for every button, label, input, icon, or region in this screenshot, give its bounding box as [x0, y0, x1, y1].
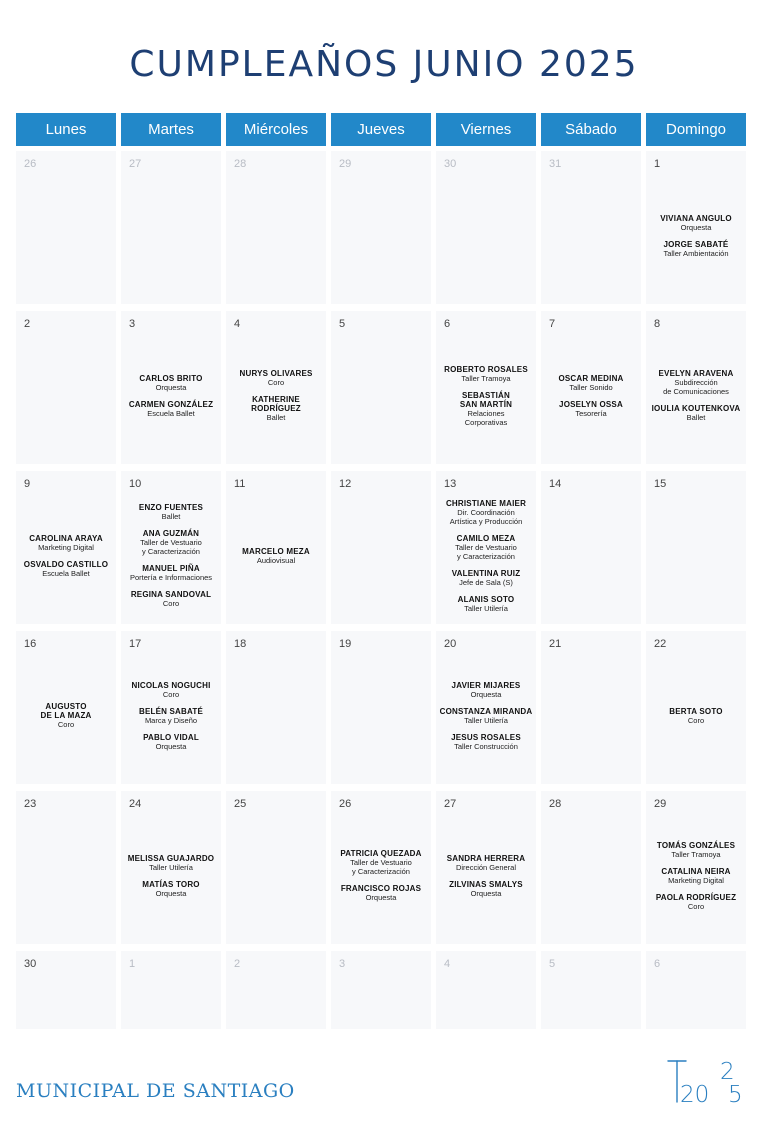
day-cell	[331, 631, 431, 784]
person-department: Ballet	[686, 413, 706, 422]
day-number: 15	[654, 478, 667, 490]
day-number: 14	[549, 478, 562, 490]
person-department: Orquesta	[680, 222, 712, 232]
day-number: 17	[129, 638, 142, 650]
svg-text:2: 2	[720, 1059, 735, 1085]
day-number: 8	[654, 318, 661, 330]
day-number: 7	[549, 318, 556, 330]
person-name: AUGUSTO DE LA MAZA	[40, 702, 92, 720]
person-department: Portería e Informaciones	[129, 573, 213, 582]
person-name: JOSELYN OSSA	[559, 399, 623, 409]
day-cell	[646, 311, 746, 464]
person-name: ROBERTO ROSALES	[444, 364, 528, 374]
person-name: SANDRA HERRERA	[446, 853, 526, 863]
person-name: EVELYN ARAVENA	[658, 369, 734, 378]
person-department: Taller Sonido	[569, 382, 613, 392]
person-name: BERTA SOTO	[669, 706, 723, 716]
day-cell	[16, 471, 116, 624]
person-name: CONSTANZA MIRANDA	[439, 706, 533, 716]
person-name: ZILVINAS SMALYS	[449, 879, 523, 889]
day-cell	[436, 311, 536, 464]
birthday-entry	[559, 400, 623, 418]
birthday-entry	[242, 547, 310, 565]
birthday-entry	[660, 214, 732, 232]
day-cell	[436, 791, 536, 944]
birthday-list	[226, 329, 326, 462]
day-cell	[226, 471, 326, 624]
person-department: Coro	[267, 378, 285, 387]
person-name: JORGE SABATÉ	[663, 239, 729, 249]
person-name: TOMÁS GONZÁLES	[656, 840, 736, 850]
day-cell	[121, 151, 221, 304]
day-number: 20	[444, 638, 457, 650]
person-name: JESUS ROSALES	[451, 732, 521, 742]
day-number: 10	[129, 478, 142, 490]
day-number: 30	[444, 158, 457, 170]
weekday-3: Jueves	[331, 113, 431, 146]
day-number: 3	[129, 318, 136, 330]
birthday-list	[121, 809, 221, 942]
day-number: 2	[234, 958, 241, 970]
person-name: KATHERINE RODRÍGUEZ	[251, 395, 301, 413]
person-department: Taller Tramoya	[671, 849, 721, 859]
day-number: 25	[234, 798, 247, 810]
day-number: 9	[24, 478, 31, 490]
birthday-entry	[663, 240, 728, 258]
person-department: Marca y Diseño	[144, 715, 198, 725]
person-name: REGINA SANDOVAL	[130, 590, 212, 599]
person-name: IOULIA KOUTENKOVA	[651, 404, 741, 413]
person-name: MANUEL PIÑA	[142, 564, 200, 573]
day-number: 27	[129, 158, 142, 170]
person-department: Taller Utilería	[149, 862, 193, 872]
birthday-list	[16, 489, 116, 622]
birthday-entry	[661, 867, 730, 885]
day-cell	[436, 631, 536, 784]
birthday-entry	[657, 841, 735, 859]
day-cell	[646, 631, 746, 784]
person-department: Coro	[687, 715, 705, 725]
birthday-entry	[452, 569, 521, 587]
day-cell	[646, 151, 746, 304]
birthday-entry	[139, 707, 203, 725]
weekday-header-row	[16, 113, 746, 146]
birthday-list	[226, 489, 326, 622]
day-cell	[436, 471, 536, 624]
day-number: 28	[549, 798, 562, 810]
day-cell	[121, 791, 221, 944]
day-number: 19	[339, 638, 352, 650]
day-cell	[331, 311, 431, 464]
birthday-entry	[455, 534, 517, 561]
person-name: MARCELO MEZA	[242, 546, 310, 556]
weekday-4: Viernes	[436, 113, 536, 146]
day-cell	[121, 631, 221, 784]
person-name: VALENTINA RUIZ	[451, 568, 521, 578]
person-department: Marketing Digital	[38, 542, 94, 552]
weekday-5: Sábado	[541, 113, 641, 146]
birthday-entry	[440, 707, 533, 725]
day-cell	[541, 951, 641, 1029]
day-cell	[646, 791, 746, 944]
day-cell	[331, 151, 431, 304]
birthday-entry	[132, 681, 211, 699]
day-cell	[16, 951, 116, 1029]
weekday-1: Martes	[121, 113, 221, 146]
birthday-entry	[40, 702, 91, 729]
person-department: Taller de Vestuario y Caracterización	[455, 542, 517, 561]
day-number: 22	[654, 638, 667, 650]
birthday-entry	[139, 374, 202, 392]
person-department: Dir. Coordinación Artística y Producción	[449, 507, 523, 526]
birthday-entry	[251, 395, 301, 422]
person-name: CATALINA NEIRA	[661, 866, 731, 876]
person-department: Orquesta	[155, 888, 187, 898]
year-2025-logo	[664, 1055, 748, 1107]
day-cell	[16, 791, 116, 944]
person-department: Subdirección de Comunicaciones	[663, 378, 729, 396]
day-cell	[541, 151, 641, 304]
person-department: Coro	[162, 599, 180, 608]
day-number: 26	[24, 158, 37, 170]
person-department: Taller de Vestuario y Caracterización	[350, 858, 412, 876]
person-department: Dirección General	[455, 862, 516, 872]
day-number: 13	[444, 478, 457, 490]
birthday-entry	[652, 404, 741, 422]
person-department: Ballet	[266, 413, 286, 422]
person-department: Orquesta	[470, 888, 502, 898]
birthday-entry	[446, 499, 526, 526]
birthday-entry	[131, 590, 211, 608]
person-department: Orquesta	[155, 382, 187, 392]
person-name: OSCAR MEDINA	[558, 373, 624, 383]
birthday-list	[646, 329, 746, 462]
person-name: CARMEN GONZÁLEZ	[128, 399, 214, 409]
day-number: 30	[24, 958, 37, 970]
person-name: MATÍAS TORO	[142, 879, 200, 889]
person-department: Taller de Vestuario y Caracterización	[140, 538, 202, 556]
day-number: 2	[24, 318, 31, 330]
birthday-list	[436, 809, 536, 942]
birthday-entry	[24, 560, 108, 578]
weekday-2: Miércoles	[226, 113, 326, 146]
birthday-entry	[659, 369, 734, 396]
day-number: 27	[444, 798, 457, 810]
birthday-entry	[143, 733, 199, 751]
day-number: 21	[549, 638, 562, 650]
person-department: Relaciones Corporativas	[464, 408, 508, 427]
birthday-entry	[139, 503, 203, 521]
person-name: MELISSA GUAJARDO	[127, 853, 215, 863]
day-number: 5	[549, 958, 556, 970]
birthday-entry	[130, 564, 212, 582]
day-cell	[226, 631, 326, 784]
person-department: Taller Construcción	[454, 741, 518, 751]
person-name: CARLOS BRITO	[139, 373, 203, 383]
person-name: BELÉN SABATÉ	[138, 706, 204, 716]
day-number: 6	[444, 318, 451, 330]
day-cell	[331, 951, 431, 1029]
person-name: ALANIS SOTO	[457, 594, 515, 604]
person-department: Taller Ambientación	[663, 248, 729, 258]
person-department: Coro	[162, 689, 180, 699]
person-name: NURYS OLIVARES	[239, 369, 313, 378]
day-cell	[226, 151, 326, 304]
birthday-list	[16, 649, 116, 782]
birthday-list	[436, 649, 536, 782]
day-number: 18	[234, 638, 247, 650]
birthday-entry	[452, 681, 521, 699]
day-cell	[121, 471, 221, 624]
day-number: 4	[444, 958, 451, 970]
birthday-entry	[451, 733, 521, 751]
birthday-list	[646, 809, 746, 942]
person-name: FRANCISCO ROJAS	[340, 884, 422, 893]
day-number: 23	[24, 798, 37, 810]
person-department: Tesorería	[575, 408, 607, 418]
person-department: Coro	[687, 901, 705, 911]
person-name: CHRISTIANE MAIER	[445, 498, 527, 508]
birthday-entry	[444, 365, 528, 383]
day-number: 12	[339, 478, 352, 490]
birthday-entry	[142, 880, 199, 898]
day-cell	[331, 791, 431, 944]
day-cell	[646, 951, 746, 1029]
birthday-entry	[128, 854, 214, 872]
birthday-entry	[460, 391, 512, 427]
birthday-entry	[29, 534, 103, 552]
person-name: JAVIER MIJARES	[451, 680, 521, 690]
person-name: SEBASTIÁN SAN MARTÍN	[459, 390, 513, 409]
person-name: PAOLA RODRÍGUEZ	[655, 892, 737, 902]
birthday-list	[436, 329, 536, 462]
person-department: Audiovisual	[256, 555, 296, 565]
birthday-entry	[447, 854, 526, 872]
birthday-entry	[140, 529, 202, 556]
day-cell	[331, 471, 431, 624]
day-number: 29	[654, 798, 667, 810]
birthday-entry	[656, 893, 736, 911]
person-department: Taller Tramoya	[461, 373, 511, 383]
birthday-list	[646, 169, 746, 302]
day-cell	[226, 951, 326, 1029]
day-cell	[16, 151, 116, 304]
svg-text:20: 20	[680, 1082, 710, 1107]
birthday-entry	[340, 849, 421, 876]
svg-text:5: 5	[728, 1082, 743, 1107]
person-department: Marketing Digital	[668, 875, 724, 885]
person-department: Ballet	[161, 512, 181, 521]
person-name: ENZO FUENTES	[138, 503, 204, 512]
birthday-list	[541, 329, 641, 462]
birthday-entry	[458, 595, 515, 613]
person-name: PABLO VIDAL	[143, 732, 199, 742]
day-number: 16	[24, 638, 37, 650]
person-department: Escuela Ballet	[147, 408, 195, 418]
day-cell	[541, 471, 641, 624]
person-department: Jefe de Sala (S)	[459, 577, 513, 587]
day-cell	[226, 311, 326, 464]
birthday-list	[436, 489, 536, 622]
day-number: 31	[549, 158, 562, 170]
day-cell	[226, 791, 326, 944]
day-number: 3	[339, 958, 346, 970]
day-cell	[541, 791, 641, 944]
birthday-entry	[669, 707, 722, 725]
day-number: 4	[234, 318, 241, 330]
person-department: Taller Utilería	[464, 715, 508, 725]
birthday-list	[646, 649, 746, 782]
person-department: Taller Utilería	[464, 603, 508, 613]
person-name: NICOLAS NOGUCHI	[131, 680, 211, 690]
day-cell	[16, 311, 116, 464]
day-number: 6	[654, 958, 661, 970]
day-cell	[436, 151, 536, 304]
day-cell	[16, 631, 116, 784]
person-name: OSVALDO CASTILLO	[23, 559, 109, 569]
birthday-entry	[558, 374, 623, 392]
organization-name: MUNICIPAL DE SANTIAGO	[16, 1080, 295, 1102]
person-department: Orquesta	[470, 689, 502, 699]
day-cell	[121, 951, 221, 1029]
person-department: Coro	[57, 720, 75, 729]
day-cell	[121, 311, 221, 464]
birthday-list	[331, 809, 431, 942]
birthday-entry	[239, 369, 312, 387]
person-name: PATRICIA QUEZADA	[340, 849, 422, 858]
person-department: Orquesta	[365, 893, 397, 902]
page-title: CUMPLEAÑOS JUNIO 2025	[129, 44, 639, 85]
day-number: 24	[129, 798, 142, 810]
birthday-entry	[341, 884, 421, 902]
day-number: 11	[234, 478, 246, 490]
person-name: VIVIANA ANGULO	[660, 213, 732, 223]
weekday-6: Domingo	[646, 113, 746, 146]
birthday-entry	[129, 400, 213, 418]
day-number: 5	[339, 318, 346, 330]
day-number: 26	[339, 798, 352, 810]
day-number: 28	[234, 158, 247, 170]
day-cell	[541, 631, 641, 784]
person-name: CAMILO MEZA	[456, 533, 516, 543]
birthday-list	[121, 489, 221, 622]
day-number: 1	[654, 158, 661, 170]
day-number: 29	[339, 158, 352, 170]
weekday-0: Lunes	[16, 113, 116, 146]
birthday-list	[121, 329, 221, 462]
day-cell	[541, 311, 641, 464]
person-name: ANA GUZMÁN	[142, 529, 200, 538]
day-cell	[436, 951, 536, 1029]
person-department: Orquesta	[155, 741, 187, 751]
day-number: 1	[129, 958, 136, 970]
day-cell	[646, 471, 746, 624]
birthday-list	[121, 649, 221, 782]
birthday-entry	[449, 880, 523, 898]
person-name: CAROLINA ARAYA	[29, 533, 103, 543]
person-department: Escuela Ballet	[42, 568, 90, 578]
